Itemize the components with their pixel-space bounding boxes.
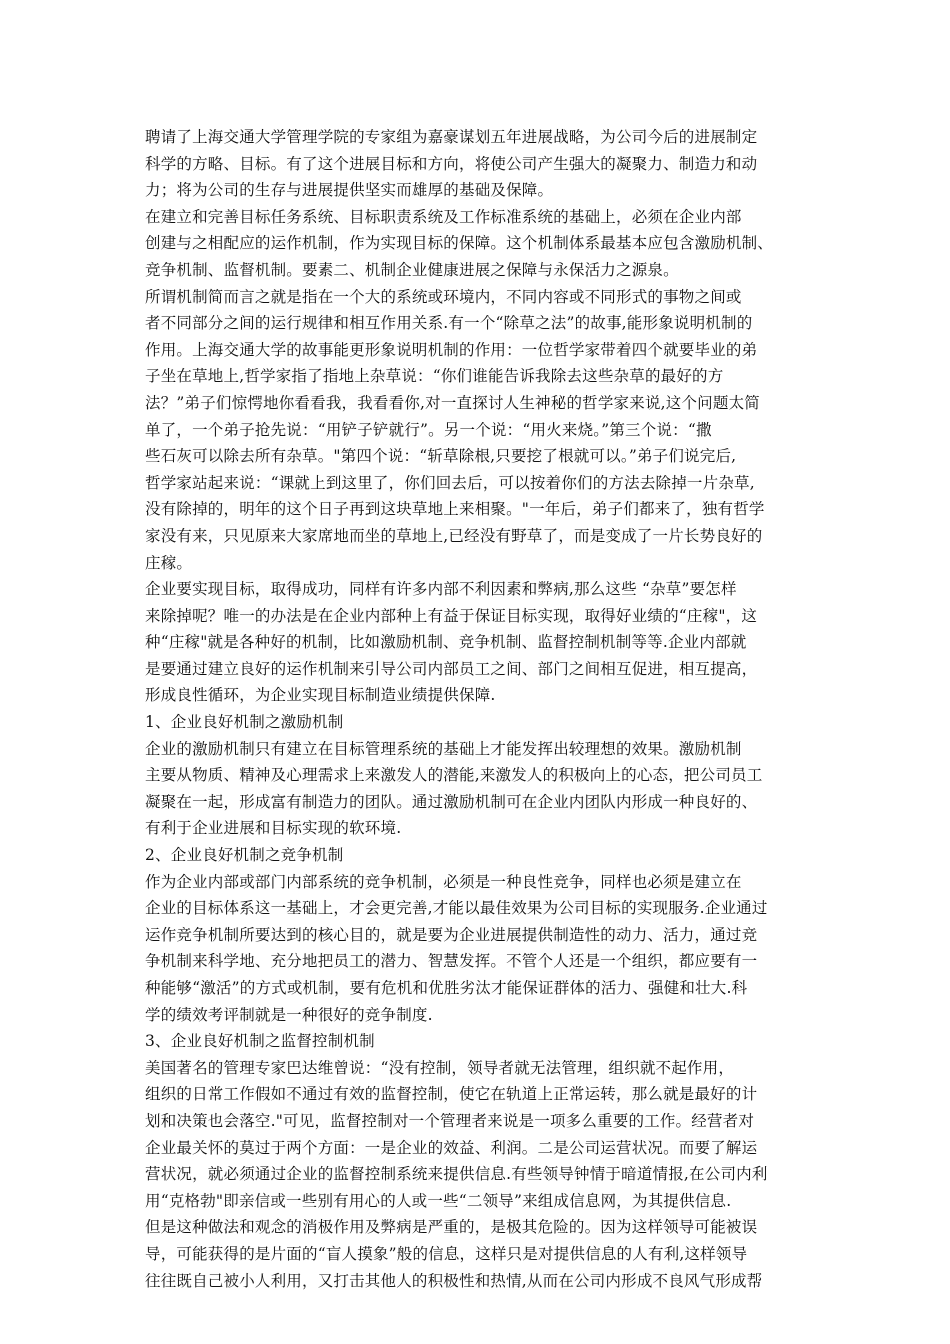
text-line: 者不同部分之间的运行规律和相互作用关系.有一个“除草之法”的故事,能形象说明机制的 — [145, 314, 753, 333]
text-line: 组织的日常工作假如不通过有效的监督控制，使它在轨道上正常运转，那么就是最好的计 — [145, 1085, 758, 1104]
text-line: 来除掉呢？唯一的办法是在企业内部种上有益于保证目标实现，取得好业绩的“庄稼"，这 — [145, 606, 758, 625]
text-line: 划和决策也会落空."可见，监督控制对一个管理者来说是一项多么重要的工作。经营者对 — [145, 1111, 755, 1130]
text-line: 在建立和完善目标任务系统、目标职责系统及工作标准系统的基础上，必须在企业内部 — [145, 207, 742, 226]
text-line: 是要通过建立良好的运作机制来引导公司内部员工之间、部门之间相互促进，相互提高， — [145, 659, 758, 678]
text-line: 1、企业良好机制之激励机制 — [145, 713, 344, 732]
text-line: 学的绩效考评制就是一种很好的竞争制度. — [145, 1005, 433, 1024]
text-line: 科学的方略、目标。有了这个进展目标和方向，将使公司产生强大的凝聚力、制造力和动 — [145, 154, 758, 173]
text-line: 企业的目标体系这一基础上，才会更完善,才能以最佳效果为公司目标的实现服务.企业通过 — [145, 899, 768, 918]
text-line: 凝聚在一起，形成富有制造力的团队。通过激励机制可在企业内团队内形成一种良好的、 — [145, 792, 758, 811]
text-line: 所谓机制简而言之就是指在一个大的系统或环境内，不同内容或不同形式的事物之间或 — [145, 287, 742, 306]
text-line: 3、企业良好机制之监督控制机制 — [145, 1032, 375, 1051]
text-line: 家没有来，只见原来大家席地而坐的草地上,已经没有野草了，而是变成了一片长势良好的 — [145, 526, 763, 545]
text-line: 聘请了上海交通大学管理学院的专家组为嘉豪谋划五年进展战略，为公司今后的进展制定 — [145, 128, 758, 146]
text-line: 有利于企业进展和目标实现的软环境. — [145, 819, 402, 838]
text-line: 种能够“激活”的方式或机制，要有危机和优胜劣汰才能保证群体的活力、强健和壮大.科 — [145, 979, 748, 997]
text-line: 往往既自己被小人利用，又打击其他人的积极性和热情,从而在公司内形成不良风气形成帮 — [145, 1271, 763, 1290]
text-line: 作为企业内部或部门内部系统的竞争机制，必须是一种良性竞争，同样也必须是建立在 — [145, 872, 742, 891]
text-line: 但是这种做法和观念的消极作用及弊病是严重的，是极其危险的。因为这样领导可能被误 — [145, 1218, 758, 1237]
document-body — [145, 124, 810, 1294]
text-line: 没有除掉的，明年的这个日子再到这块草地上来相聚。"一年后，弟子们都来了，独有哲学 — [145, 500, 765, 519]
text-line: 用“克格勃"即亲信或一些别有用心的人或一些“二领导”来组成信息网，为其提供信息. — [145, 1191, 732, 1210]
text-line: 种“庄稼"就是各种好的机制，比如激励机制、竞争机制、监督控制机制等等.企业内部就 — [145, 633, 747, 652]
text-line: 主要从物质、精神及心理需求上来激发人的潜能,来激发人的积极向上的心态，把公司员工 — [145, 766, 763, 785]
text-line: 庄稼。 — [145, 553, 193, 572]
text-line: 营状况，就必须通过企业的监督控制系统来提供信息.有些领导钟情于暗道情报,在公司内利 — [145, 1165, 768, 1184]
text-line: 竞争机制、监督机制。要素二、机制企业健康进展之保障与永保活力之源泉。 — [145, 260, 679, 279]
text-line: 哲学家站起来说：“课就上到这里了，你们回去后，可以按着你们的方法去除掉一片杂草, — [145, 473, 755, 492]
text-line: 企业的激励机制只有建立在目标管理系统的基础上才能发挥出较理想的效果。激励机制 — [145, 739, 742, 758]
text-line: 运作竞争机制所要达到的核心目的，就是要为企业进展提供制造性的动力、活力，通过竞 — [145, 925, 758, 944]
text-line: 力；将为公司的生存与进展提供坚实而雄厚的基础及保障。 — [145, 181, 554, 200]
text-line: 企业要实现目标，取得成功，同样有许多内部不利因素和弊病,那么这些 “杂草”要怎样 — [145, 580, 737, 599]
text-line: 法？”弟子们惊愕地你看看我，我看看你,对一直探讨人生神秘的哲学家来说,这个问题太简 — [145, 393, 760, 412]
text-line: 创建与之相配应的运作机制，作为实现目标的保障。这个机制体系最基本应包含激励机制、 — [145, 234, 774, 253]
text-line: 些石灰可以除去所有杂草。"第四个说：“斩草除根,只要挖了根就可以。”弟子们说完后, — [145, 447, 737, 466]
text-line: 形成良性循环，为企业实现目标制造业绩提供保障. — [145, 686, 496, 705]
text-line: 作用。上海交通大学的故事能更形象说明机制的作用：一位哲学家带着四个就要毕业的弟 — [145, 340, 758, 359]
text-line: 2、企业良好机制之竞争机制 — [145, 846, 344, 865]
text-line: 企业最关怀的莫过于两个方面：一是企业的效益、利润。二是公司运营状况。而要了解运 — [145, 1138, 758, 1157]
text-line: 导，可能获得的是片面的“盲人摸象”般的信息，这样只是对提供信息的人有利,这样领导 — [145, 1244, 748, 1263]
text-line: 单了，一个弟子抢先说：“用铲子铲就行”。另一个说：“用火来烧。”第三个说：“撒 — [145, 420, 712, 439]
text-line: 子坐在草地上,哲学家指了指地上杂草说：“你们谁能告诉我除去这些杂草的最好的方 — [145, 367, 724, 386]
text-line: 争机制来科学地、充分地把员工的潜力、智慧发挥。不管个人还是一个组织，都应要有一 — [145, 952, 758, 971]
text-line: 美国著名的管理专家巴达维曾说：“没有控制，领导者就无法管理，组织就不起作用， — [145, 1058, 735, 1077]
